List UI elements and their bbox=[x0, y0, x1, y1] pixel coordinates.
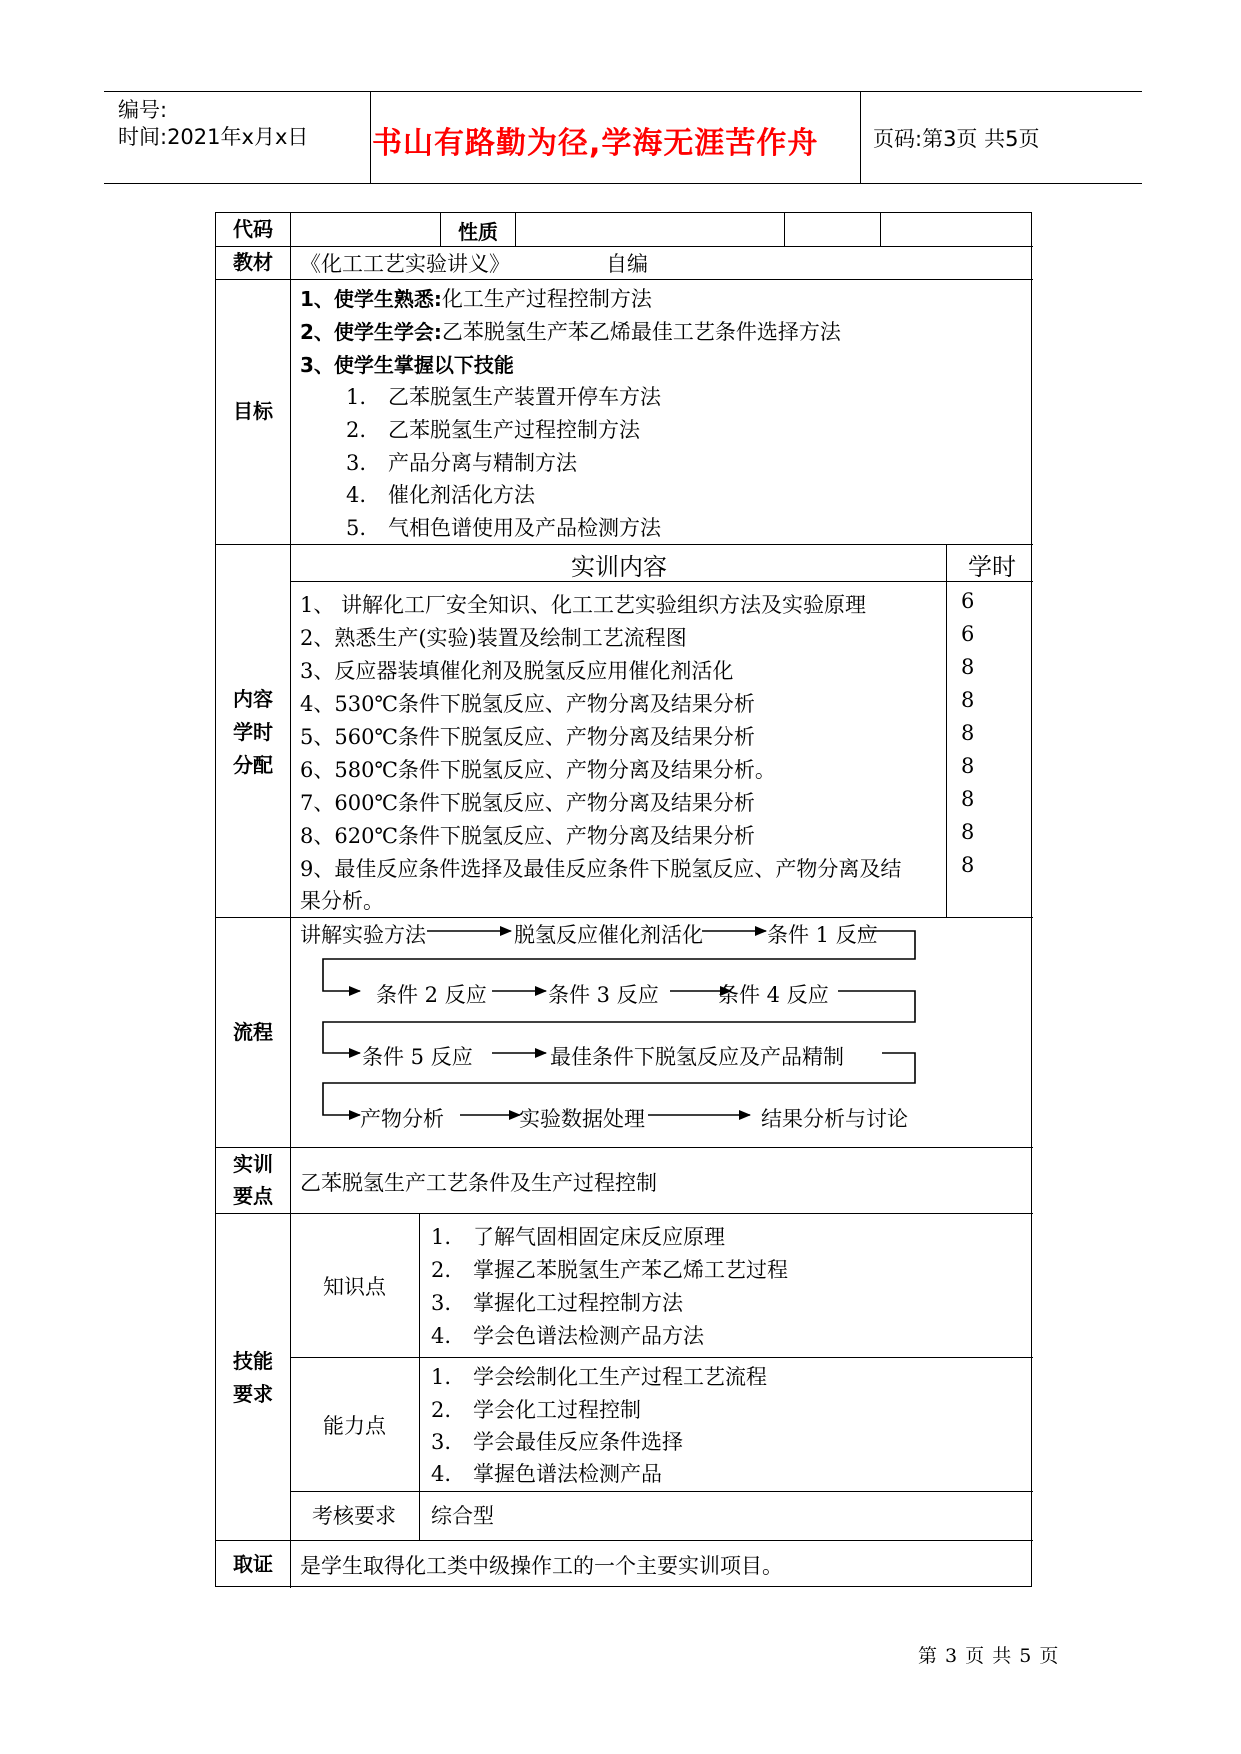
header-motto: 书山有路勤为径,学海无涯苦作舟 bbox=[372, 126, 819, 161]
course-table bbox=[215, 212, 1032, 1587]
skill-number: 4. bbox=[346, 483, 367, 507]
goal-text: 化工生产过程控制方法 bbox=[441, 287, 652, 311]
knowledge-item bbox=[431, 1221, 725, 1251]
label-keypoints-line2: 要点 bbox=[233, 1184, 273, 1208]
label-code: 代码 bbox=[233, 217, 273, 241]
content-header: 实训内容 bbox=[571, 553, 667, 581]
ability-text: 学会绘制化工生产过程工艺流程 bbox=[473, 1365, 767, 1389]
textbook-value: 《化工工艺实验讲义》 bbox=[300, 252, 510, 276]
skill-number: 5. bbox=[346, 516, 367, 540]
flow-step: 产物分析 bbox=[360, 1107, 444, 1131]
knowledge-text: 学会色谱法检测产品方法 bbox=[473, 1324, 704, 1348]
label-flow: 流程 bbox=[233, 1020, 273, 1044]
knowledge-item bbox=[431, 1320, 704, 1350]
col-divider bbox=[440, 213, 441, 246]
knowledge-number: 1. bbox=[431, 1225, 452, 1249]
ability-label: 能力点 bbox=[323, 1414, 386, 1438]
header-number-label: 编号: bbox=[118, 98, 168, 122]
skill-text: 乙苯脱氢生产过程控制方法 bbox=[388, 418, 640, 442]
label-skills-line1: 技能 bbox=[233, 1349, 273, 1373]
label-content-line2: 学时 bbox=[233, 720, 273, 744]
textbook-note: 自编 bbox=[606, 252, 648, 276]
row-divider bbox=[216, 544, 1033, 545]
header-bottom-rule bbox=[104, 183, 1142, 184]
knowledge-text: 了解气固相固定床反应原理 bbox=[473, 1225, 725, 1249]
content-item: 3、反应器装填催化剂及脱氢反应用催化剂活化 bbox=[300, 659, 734, 683]
label-textbook: 教材 bbox=[233, 250, 273, 274]
row-divider bbox=[216, 1540, 1033, 1541]
hours-value: 8 bbox=[961, 688, 975, 712]
header-top-rule bbox=[104, 91, 1142, 92]
col-divider bbox=[515, 213, 516, 246]
goal-item bbox=[300, 316, 841, 346]
skill-text: 气相色谱使用及产品检测方法 bbox=[388, 516, 661, 540]
flow-step: 脱氢反应催化剂活化 bbox=[514, 923, 703, 947]
skill-text: 产品分离与精制方法 bbox=[388, 451, 577, 475]
goal-text: 乙苯脱氢生产苯乙烯最佳工艺条件选择方法 bbox=[441, 320, 841, 344]
goal-head: 3、使学生掌握以下技能 bbox=[300, 353, 514, 377]
goal-head: 1、使学生熟悉: bbox=[300, 287, 442, 311]
flow-step: 讲解实验方法 bbox=[300, 923, 426, 947]
flow-step: 实验数据处理 bbox=[519, 1107, 645, 1131]
keypoints-value: 乙苯脱氢生产工艺条件及生产过程控制 bbox=[300, 1171, 657, 1195]
ability-item bbox=[431, 1361, 767, 1391]
row-divider bbox=[216, 1213, 1033, 1214]
ability-text: 学会最佳反应条件选择 bbox=[473, 1430, 683, 1454]
hours-value: 6 bbox=[961, 622, 975, 646]
content-item: 6、580℃条件下脱氢反应、产物分离及结果分析。 bbox=[300, 758, 776, 782]
label-skills-line2: 要求 bbox=[233, 1382, 273, 1406]
page-footer: 第 3 页 共 5 页 bbox=[918, 1645, 1060, 1667]
flow-step: 条件 3 反应 bbox=[548, 983, 659, 1007]
knowledge-label: 知识点 bbox=[323, 1275, 386, 1299]
col-divider bbox=[290, 213, 291, 1588]
goal-head: 2、使学生学会: bbox=[300, 320, 442, 344]
row-divider bbox=[216, 279, 1033, 280]
row-divider bbox=[216, 1147, 1033, 1148]
flow-step: 条件 5 反应 bbox=[362, 1045, 473, 1069]
label-content-line1: 内容 bbox=[233, 687, 273, 711]
ability-text: 掌握色谱法检测产品 bbox=[473, 1462, 662, 1486]
label-cert: 取证 bbox=[233, 1552, 273, 1576]
row-divider bbox=[290, 1491, 1033, 1492]
skill-item bbox=[346, 381, 661, 411]
hours-value: 8 bbox=[961, 853, 975, 877]
label-content-line3: 分配 bbox=[233, 753, 273, 777]
hours-value: 8 bbox=[961, 655, 975, 679]
skill-item bbox=[346, 414, 640, 444]
col-divider bbox=[880, 213, 881, 246]
label-nature: 性质 bbox=[458, 220, 498, 244]
knowledge-item bbox=[431, 1287, 683, 1317]
skill-item bbox=[346, 479, 535, 509]
goal-item bbox=[300, 349, 514, 378]
content-item: 2、熟悉生产(实验)装置及绘制工艺流程图 bbox=[300, 626, 687, 650]
skill-number: 3. bbox=[346, 451, 367, 475]
header-divider-left bbox=[370, 91, 371, 183]
row-divider bbox=[290, 1357, 1033, 1358]
hours-value: 8 bbox=[961, 721, 975, 745]
knowledge-number: 4. bbox=[431, 1324, 452, 1348]
label-keypoints-line1: 实训 bbox=[233, 1152, 273, 1176]
flow-step: 最佳条件下脱氢反应及产品精制 bbox=[550, 1045, 844, 1069]
skill-text: 乙苯脱氢生产装置开停车方法 bbox=[388, 385, 661, 409]
skill-number: 2. bbox=[346, 418, 367, 442]
flow-step: 条件 4 反应 bbox=[718, 983, 829, 1007]
ability-item bbox=[431, 1458, 662, 1488]
knowledge-number: 3. bbox=[431, 1291, 452, 1315]
ability-number: 2. bbox=[431, 1398, 452, 1422]
hours-value: 6 bbox=[961, 589, 975, 613]
skill-item bbox=[346, 512, 661, 542]
ability-number: 3. bbox=[431, 1430, 452, 1454]
knowledge-text: 掌握化工过程控制方法 bbox=[473, 1291, 683, 1315]
content-item: 8、620℃条件下脱氢反应、产物分离及结果分析 bbox=[300, 824, 755, 848]
ability-item bbox=[431, 1426, 683, 1456]
assessment-label: 考核要求 bbox=[312, 1504, 396, 1528]
content-item: 9、最佳反应条件选择及最佳反应条件下脱氢反应、产物分离及结 bbox=[300, 857, 902, 881]
content-item: 5、560℃条件下脱氢反应、产物分离及结果分析 bbox=[300, 725, 755, 749]
col-divider bbox=[946, 544, 947, 917]
col-divider bbox=[784, 213, 785, 246]
header-divider-right bbox=[860, 91, 861, 183]
ability-number: 4. bbox=[431, 1462, 452, 1486]
header-time-label: 时间:2021年x月x日 bbox=[118, 125, 309, 149]
skill-number: 1. bbox=[346, 385, 367, 409]
goal-item bbox=[300, 283, 652, 313]
ability-number: 1. bbox=[431, 1365, 452, 1389]
hours-value: 8 bbox=[961, 820, 975, 844]
hours-value: 8 bbox=[961, 787, 975, 811]
ability-text: 学会化工过程控制 bbox=[473, 1398, 641, 1422]
hours-value: 8 bbox=[961, 754, 975, 778]
content-item: 4、530℃条件下脱氢反应、产物分离及结果分析 bbox=[300, 692, 755, 716]
assessment-value: 综合型 bbox=[431, 1504, 494, 1528]
col-divider bbox=[419, 1213, 420, 1540]
content-item-continuation: 果分析。 bbox=[300, 889, 384, 913]
knowledge-text: 掌握乙苯脱氢生产苯乙烯工艺过程 bbox=[473, 1258, 788, 1282]
header-page-label: 页码:第3页 共5页 bbox=[873, 127, 1040, 151]
flow-step: 条件 1 反应 bbox=[767, 923, 878, 947]
content-item: 7、600℃条件下脱氢反应、产物分离及结果分析 bbox=[300, 791, 755, 815]
cert-value: 是学生取得化工类中级操作工的一个主要实训项目。 bbox=[300, 1554, 783, 1578]
flow-step: 条件 2 反应 bbox=[376, 983, 487, 1007]
flow-step: 结果分析与讨论 bbox=[761, 1107, 908, 1131]
knowledge-number: 2. bbox=[431, 1258, 452, 1282]
hours-header: 学时 bbox=[968, 553, 1016, 581]
content-item: 1、 讲解化工厂安全知识、化工工艺实验组织方法及实验原理 bbox=[300, 593, 867, 617]
skill-item bbox=[346, 447, 577, 477]
knowledge-item bbox=[431, 1254, 788, 1284]
row-divider bbox=[216, 246, 1033, 247]
skill-text: 催化剂活化方法 bbox=[388, 483, 535, 507]
ability-item bbox=[431, 1394, 641, 1424]
label-goals: 目标 bbox=[233, 399, 273, 423]
